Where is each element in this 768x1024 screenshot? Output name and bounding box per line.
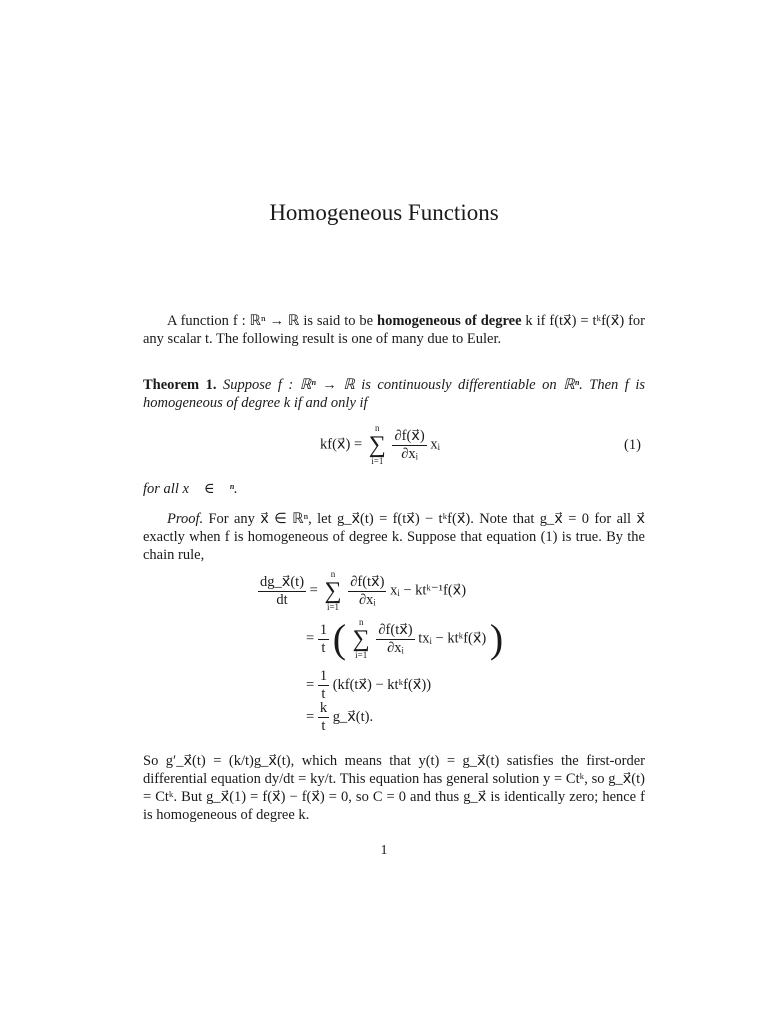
equation-1 xyxy=(320,424,440,466)
row2-sum-bottom: i=1 xyxy=(355,650,368,660)
theorem-label: Theorem 1. xyxy=(143,377,217,393)
row2-inner-den: ∂xᵢ xyxy=(387,639,404,656)
row1-fraction xyxy=(348,574,386,609)
row1-frac-den: ∂xᵢ xyxy=(358,591,376,608)
row2-sum-top: n xyxy=(358,617,364,627)
row2-fraction xyxy=(318,622,329,657)
eq1-sum-bottom: i=1 xyxy=(371,456,384,466)
theorem-block xyxy=(143,376,645,412)
row2-frac-den: t xyxy=(321,639,326,656)
row3-fraction xyxy=(318,668,329,703)
proof-paragraph xyxy=(143,510,645,564)
row4-eq: = xyxy=(306,708,315,725)
row1-lhs-num: dg_x⃗(t) xyxy=(260,573,305,590)
row2-close-paren: ) xyxy=(489,616,504,661)
row4-fraction xyxy=(318,700,329,735)
eq1-lhs: kf(x⃗) = xyxy=(320,436,363,453)
eq1-frac-den: ∂xᵢ xyxy=(401,445,418,462)
eq1-sum-top: n xyxy=(375,423,380,433)
row3-frac-den: t xyxy=(321,686,326,702)
row3-frac-num: 1 xyxy=(319,668,328,684)
row2-inner-fraction xyxy=(376,622,414,657)
sigma-symbol: ∑ xyxy=(324,578,342,604)
proof-text: For any x⃗ ∈ ℝⁿ, let g_x⃗(t) = f(tx⃗) − tᵏf(x⃗). Note that g_x⃗ = 0 for all x⃗ exactly when f is homogeneous of degree k. Suppose that equation (1) is true. By the chain rule, xyxy=(143,511,645,563)
equation-1-label: (1) xyxy=(624,437,641,453)
derivation-row-2 xyxy=(306,618,503,660)
eq1-fraction xyxy=(392,428,426,463)
row1-sum-bottom: i=1 xyxy=(326,602,340,612)
row2-frac-num: 1 xyxy=(319,621,328,638)
row4-tail: g_x⃗(t). xyxy=(332,708,374,725)
row1-sum-top: n xyxy=(330,569,336,579)
intro-text-1: A function f : ℝⁿ → ℝ is said to be xyxy=(167,313,377,329)
row1-lhs-fraction xyxy=(258,574,306,609)
sigma-symbol: ∑ xyxy=(352,626,370,652)
row1-lhs-den: dt xyxy=(276,591,288,608)
row3-tail: (kf(tx⃗) − ktᵏf(x⃗)) xyxy=(332,676,432,693)
derivation-row-1 xyxy=(258,570,466,612)
row2-tail: txᵢ − ktᵏf(x⃗) xyxy=(418,630,487,647)
derivation-row-4 xyxy=(306,700,373,735)
eq1-sum xyxy=(369,424,386,466)
row2-sum xyxy=(353,618,370,660)
page-number: 1 xyxy=(380,843,388,858)
row1-eq: = xyxy=(309,582,318,599)
intro-bold-term: homogeneous of degree xyxy=(377,313,522,329)
intro-text-2: k if f(tx⃗) = tᵏf(x⃗) for any scalar t. The following result is one of many due to Euler. xyxy=(143,313,645,347)
row1-sum xyxy=(324,570,341,612)
derivation-row-3 xyxy=(306,668,431,703)
conclusion-paragraph: So g′_x⃗(t) = (k/t)g_x⃗(t), which means that y(t) = g_x⃗(t) satisfies the first-order differential equation dy/dt = ky/t. This equation has general solution y = Ctᵏ, so g_x⃗(t) = Ctᵏ. But g_x⃗(1) = f(x⃗) − f(x⃗) = 0, so C = 0 and thus g_x⃗ is identically zero; hence f is homogeneous of degree k. xyxy=(143,753,645,823)
proof-label: Proof. xyxy=(167,511,204,527)
row4-frac-num: k xyxy=(319,700,328,716)
sigma-symbol: ∑ xyxy=(368,432,386,458)
document-title: Homogeneous Functions xyxy=(269,200,499,225)
theorem-statement: Suppose f : ℝⁿ → ℝ is continuously differentiable on ℝⁿ. Then f is homogeneous of degree k if and only if xyxy=(143,377,646,411)
row2-inner-num: ∂f(tx⃗) xyxy=(378,621,413,638)
intro-paragraph xyxy=(143,312,645,348)
forall-line: for all x⃗ ∈ ℝⁿ. xyxy=(143,481,238,497)
row1-frac-num: ∂f(tx⃗) xyxy=(350,573,385,590)
row2-eq: = xyxy=(306,630,315,647)
row2-open-paren: ( xyxy=(332,616,347,661)
eq1-frac-num: ∂f(x⃗) xyxy=(394,427,425,444)
row1-tail: xᵢ − ktᵏ⁻¹f(x⃗) xyxy=(390,582,467,599)
row3-eq: = xyxy=(306,676,315,693)
eq1-tail: xᵢ xyxy=(430,436,440,453)
row4-frac-den: t xyxy=(321,718,326,734)
